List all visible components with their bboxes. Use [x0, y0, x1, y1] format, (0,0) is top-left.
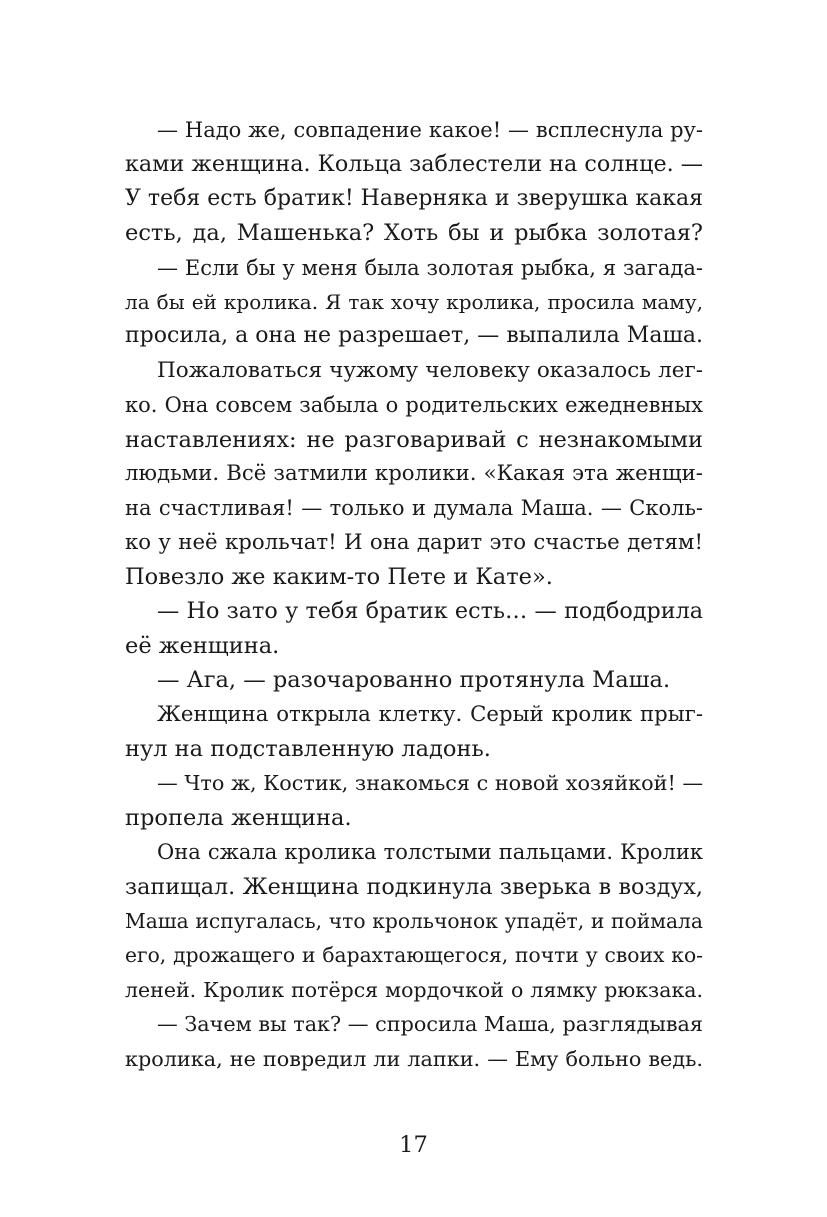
text-line: запищал. Женщина подкинула зверька в воздух, [125, 873, 703, 900]
text-line: кролика, не повредил ли лапки. — Ему больно ведь. [125, 1046, 703, 1071]
text-line: на счастливая! — только и думала Маша. — Сколь- [125, 496, 703, 521]
text-line: нул на подставленную ладонь. [125, 736, 491, 763]
text-line: его, дрожащего и барахтающегося, почти у своих ко- [125, 943, 703, 968]
text-line: — Если бы у меня была золотая рыбка, я загада- [157, 255, 703, 280]
text-line: У тебя есть братик! Наверняка и зверушка какая [125, 185, 703, 211]
text-line: леней. Кролик потёрся мордочкой о лямку рюкзака. [125, 977, 703, 1002]
text-line: — Но зато у тебя братик есть… — подбодрила [157, 598, 703, 625]
text-line: пропела женщина. [125, 804, 352, 831]
text-line: — Ага, — разочарованно протянула Маша. [157, 667, 671, 694]
text-line: Женщина открыла клетку. Серый кролик прыг- [157, 701, 703, 727]
text-line: — Зачем вы так? — спросила Маша, разглядывая [157, 1012, 703, 1037]
text-line: просила, а она не разрешает, — выпалила Маша. [125, 323, 703, 349]
text-line: ла бы ей кролика. Я так хочу кролика, просила маму, [125, 289, 703, 314]
text-line: Пожаловаться чужому человеку оказалось лег- [157, 357, 703, 383]
text-line: людьми. Всё затмили кролики. «Какая эта женщи- [125, 460, 703, 486]
text-line: ко. Она совсем забыла о родительских ежедневных [125, 393, 703, 418]
text-line: её женщина. [125, 632, 280, 659]
text-line: ко у неё крольчат! И она дарит это счастье детям! [125, 529, 703, 555]
text-line: — Что ж, Костик, знакомься с новой хозяйкой! — [157, 771, 704, 796]
text-line: наставлениях: не разговаривай с незнакомыми [125, 426, 703, 453]
text-line: есть, да, Машенька? Хоть бы и рыбка золотая? [125, 220, 703, 247]
page-body-text [125, 113, 703, 1076]
text-line: ками женщина. Кольца заблестели на солнце. — [125, 151, 704, 178]
text-line: — Надо же, совпадение какое! — всплеснула ру- [157, 118, 703, 142]
text-line: Маша испугалась, что крольчонок упадёт, и поймала [125, 908, 703, 933]
text-line: Повезло же каким-то Пете и Кате». [125, 564, 553, 591]
page-number: 17 [399, 1132, 428, 1158]
text-line: Она сжала кролика толстыми пальцами. Кролик [157, 840, 703, 865]
